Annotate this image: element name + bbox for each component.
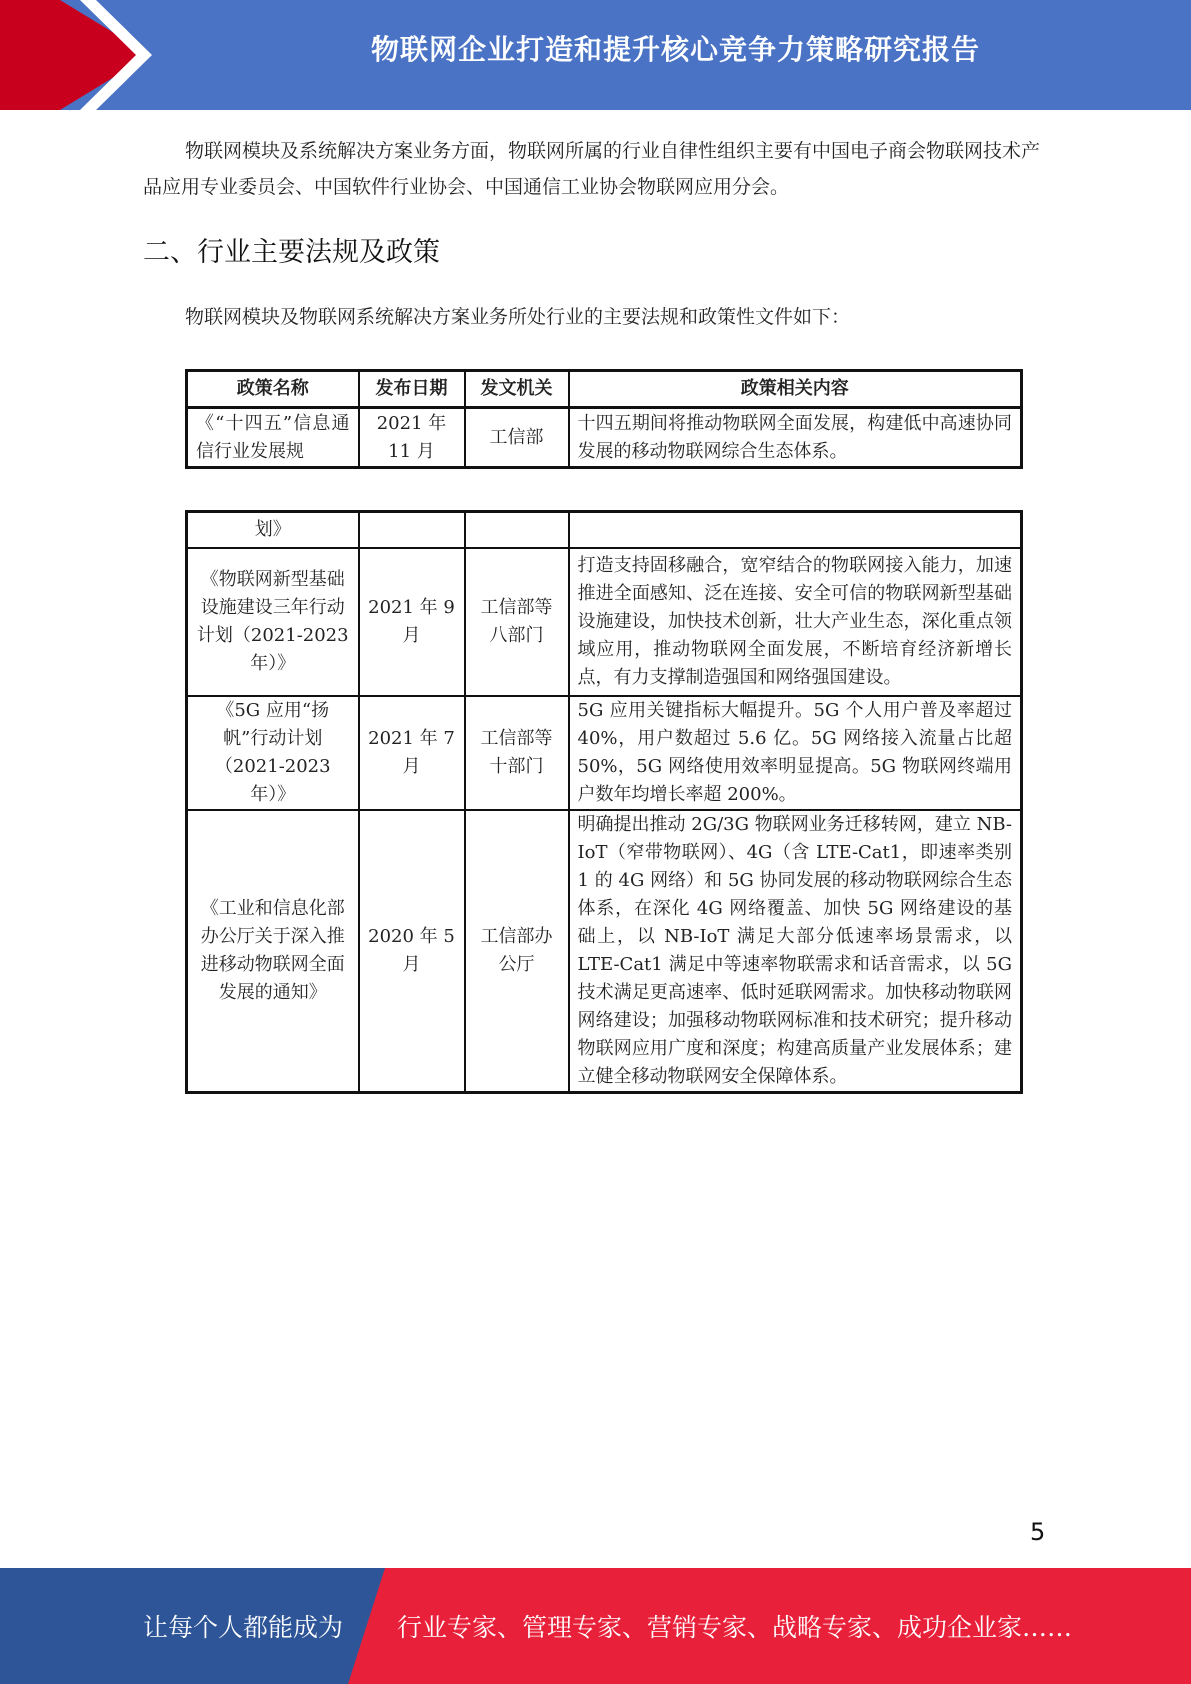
table-row: [187, 548, 1022, 696]
release-date: 2021 年 11 月: [359, 408, 465, 468]
policy-content: 十四五期间将推动物联网全面发展，构建低中高速协同发展的移动物联网综合生态体系。: [569, 408, 1022, 468]
page-number: 5: [1030, 1518, 1046, 1546]
policy-name: 划》: [187, 512, 359, 548]
report-header: [0, 0, 1191, 110]
issuing-agency: 工信部等八部门: [465, 548, 569, 696]
release-date: [359, 512, 465, 548]
section-heading: 二、行业主要法规及政策: [143, 237, 440, 268]
release-date: 2020 年 5 月: [359, 810, 465, 1093]
footer-slogan-right: 行业专家、管理专家、营销专家、战略专家、成功企业家……: [397, 1613, 1073, 1642]
report-footer: [0, 1568, 1191, 1684]
policy-content: [569, 512, 1022, 548]
intro-paragraph: 物联网模块及系统解决方案业务方面，物联网所属的行业自律性组织主要有中国电子商会物联网技术产品应用专业委员会、中国软件行业协会、中国通信工业协会物联网应用分会。: [143, 140, 1041, 198]
policy-name: 《工业和信息化部办公厅关于深入推进移动物联网全面发展的通知》: [187, 810, 359, 1093]
issuing-agency: 工信部办公厅: [465, 810, 569, 1093]
table-row: [187, 512, 1022, 548]
header-release-date: 发布日期: [359, 371, 465, 408]
footer-slogan-left: 让每个人都能成为: [143, 1613, 344, 1642]
table-row: [187, 696, 1022, 810]
section-paragraph: 物联网模块及物联网系统解决方案业务所处行业的主要法规和政策性文件如下：: [185, 306, 851, 328]
table-header-row: [187, 371, 1022, 408]
header-policy-name: 政策名称: [187, 371, 359, 408]
policy-content: 打造支持固移融合，宽窄结合的物联网接入能力，加速推进全面感知、泛在连接、安全可信的物联网新型基础设施建设，加快技术创新，壮大产业生态，深化重点领域应用，推动物联网全面发展，不断培育经济新增长点，有力支撑制造强国和网络强国建设。: [569, 548, 1022, 696]
release-date: 2021 年 7 月: [359, 696, 465, 810]
issuing-agency: 工信部: [465, 408, 569, 468]
header-policy-content: 政策相关内容: [569, 371, 1022, 408]
policy-content: 明确提出推动 2G/3G 物联网业务迁移转网，建立 NB-IoT（窄带物联网）、4G（含 LTE-Cat1，即速率类别 1 的 4G 网络）和 5G 协同发展的移动物联网综合生态体系，在深化 4G 网络覆盖、加快 5G 网络建设的基础上，以 NB-IoT 满足大部分低速率场景需求，以 LTE-Cat1 满足中等速率物联需求和话音需求，以 5G 技术满足更高速率、低时延联网需求。加快移动物联网网络建设；加强移动物联网标准和技术研究；提升移动物联网应用广度和深度；构建高质量产业发展体系；建立健全移动物联网安全保障体系。: [569, 810, 1022, 1093]
header-red-chevron: [0, 0, 150, 110]
table-row: [187, 810, 1022, 1093]
release-date: 2021 年 9 月: [359, 548, 465, 696]
issuing-agency: [465, 512, 569, 548]
policy-content: 5G 应用关键指标大幅提升。5G 个人用户普及率超过 40%，用户数超过 5.6 亿。5G 网络接入流量占比超 50%，5G 网络使用效率明显提高。5G 物联网终端用户数年均增长率超 200%。: [569, 696, 1022, 810]
policy-name: 《“十四五”信息通信行业发展规: [187, 408, 359, 468]
policy-table-part-1: [185, 369, 1023, 469]
issuing-agency: 工信部等十部门: [465, 696, 569, 810]
policy-table-part-2: [185, 510, 1023, 1094]
policy-name: 《5G 应用“扬帆”行动计划（2021-2023 年）》: [187, 696, 359, 810]
report-title: 物联网企业打造和提升核心竞争力策略研究报告: [370, 33, 980, 66]
policy-name: 《物联网新型基础设施建设三年行动计划（2021-2023 年）》: [187, 548, 359, 696]
header-issuing-agency: 发文机关: [465, 371, 569, 408]
table-row: [187, 408, 1022, 468]
